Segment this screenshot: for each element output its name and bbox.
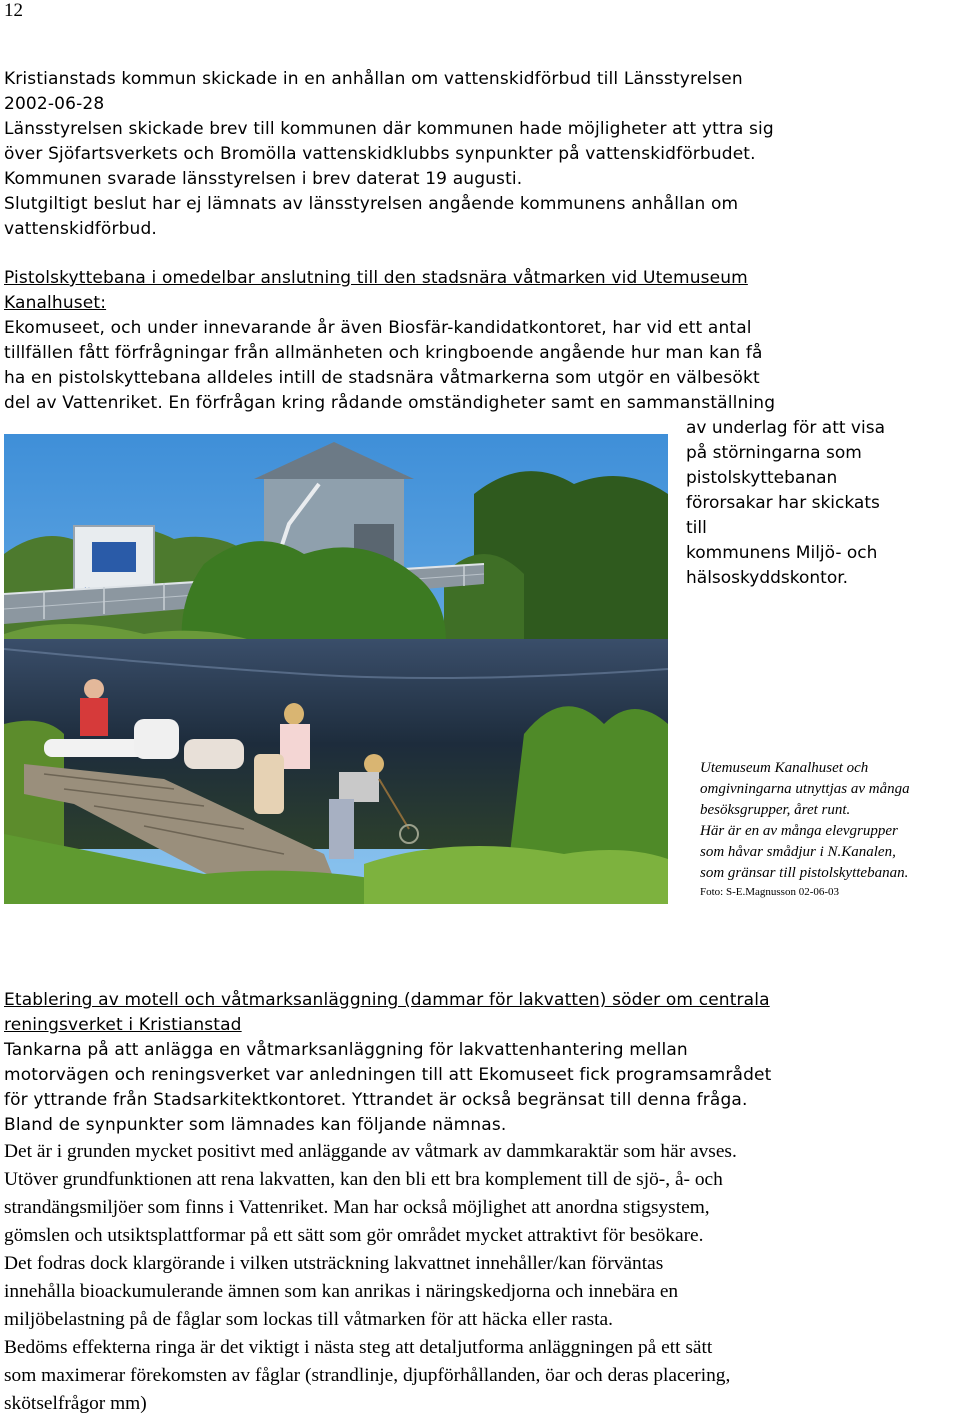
photo-caption: [700, 758, 958, 900]
page-number: 12: [4, 0, 23, 21]
wetland-photo: [4, 434, 668, 904]
text-line: på störningarna som: [686, 443, 862, 463]
text-line: tillfällen fått förfrågningar från allmänheten och kringboende angående hur man kan få: [4, 343, 763, 363]
text-line: Ekomuseet, och under innevarande år även Biosfär-kandidatkontoret, har vid ett antal: [4, 318, 752, 338]
section-motel-wetland-body: [4, 1138, 954, 1418]
text-line: motorvägen och reningsverket var anledningen till att Ekomuseet fick programsamrådet: [4, 1065, 772, 1085]
photo-credit: Foto: S-E.Magnusson 02-06-03: [700, 886, 840, 898]
caption-line: Här är en av många elevgrupper: [700, 823, 898, 839]
text-line: pistolskyttebanan: [686, 468, 838, 488]
text-line: hälsoskyddskontor.: [686, 568, 849, 588]
text-line: vattenskidförbud.: [4, 219, 157, 239]
text-line: Det fodras dock klargörande i vilken utsträckning lakvattnet innehåller/kan förväntas: [4, 1253, 664, 1274]
text-line: Kristianstads kommun skickade in en anhållan om vattenskidförbud till Länsstyrelsen: [4, 69, 743, 89]
text-line: över Sjöfartsverkets och Bromölla vattenskidklubbs synpunkter på vattenskidförbudet.: [4, 144, 756, 164]
section-heading: reningsverket i Kristianstad: [4, 1015, 242, 1035]
text-line: Länsstyrelsen skickade brev till kommunen där kommunen hade möjligheter att yttra sig: [4, 119, 774, 139]
text-line: Utöver grundfunktionen att rena lakvatten, kan den bli ett bra komplement till de sjö-, å- och: [4, 1169, 723, 1190]
caption-line: Utemuseum Kanalhuset och: [700, 760, 869, 776]
text-line: innehålla bioackumulerande ämnen som kan anrikas i näringskedjorna och innebära en: [4, 1281, 679, 1302]
caption-line: som gränsar till pistolskyttebanan.: [700, 865, 909, 881]
text-line: ha en pistolskyttebana alldeles intill de stadsnära våtmarkerna som utgör en välbesökt: [4, 368, 760, 388]
text-line: Slutgiltigt beslut har ej lämnats av länsstyrelsen angående kommunens anhållan om: [4, 194, 739, 214]
section-water-ski-ban: [4, 67, 954, 242]
text-line: Kommunen svarade länsstyrelsen i brev daterat 19 augusti.: [4, 169, 523, 189]
text-line: strandängsmiljöer som finns i Vattenriket. Man har också möjlighet att anordna stigsystem,: [4, 1197, 710, 1218]
section-heading: Etablering av motell och våtmarksanläggning (dammar för lakvatten) söder om centrala: [4, 990, 770, 1010]
section-heading: Pistolskyttebana i omedelbar anslutning till den stadsnära våtmarken vid Utemuseum: [4, 268, 748, 288]
text-line: till: [686, 518, 707, 538]
text-line: miljöbelastning på de fåglar som lockas till våtmarken för att häcka eller rasta.: [4, 1309, 613, 1330]
text-line: del av Vattenriket. En förfrågan kring rådande omständigheter samt en sammanställning: [4, 393, 776, 413]
text-line: för yttrande från Stadsarkitektkontoret. Yttrandet är också begränsat till denna fråga.: [4, 1090, 748, 1110]
section-motel-wetland: [4, 988, 954, 1138]
text-line: skötselfrågor mm): [4, 1393, 147, 1414]
section-pistol-range: [4, 266, 954, 416]
text-line: Tankarna på att anlägga en våtmarksanläggning för lakvattenhantering mellan: [4, 1040, 688, 1060]
text-line: Det är i grunden mycket positivt med anläggande av våtmark av dammkaraktär som här avses.: [4, 1141, 737, 1162]
text-line: Bland de synpunkter som lämnades kan följande nämnas.: [4, 1115, 507, 1135]
section-heading: Kanalhuset:: [4, 293, 107, 313]
text-line: förorsakar har skickats: [686, 493, 880, 513]
text-line: gömslen och utsiktsplattformar på ett sätt som gör området mycket attraktivt för besökare.: [4, 1225, 704, 1246]
side-text: [686, 416, 956, 591]
text-line: som maximerar förekomsten av fåglar (strandlinje, djupförhållanden, öar och deras placering,: [4, 1365, 731, 1386]
caption-line: omgivningarna utnyttjas av många: [700, 781, 910, 797]
text-line: kommunens Miljö- och: [686, 543, 878, 563]
text-line: av underlag för att visa: [686, 418, 885, 438]
caption-line: besöksgrupper, året runt.: [700, 802, 851, 818]
text-line: 2002-06-28: [4, 94, 105, 114]
caption-line: som håvar smådjur i N.Kanalen,: [700, 844, 896, 860]
text-line: Bedöms effekterna ringa är det viktigt i nästa steg att detaljutforma anläggningen på ett sätt: [4, 1337, 713, 1358]
